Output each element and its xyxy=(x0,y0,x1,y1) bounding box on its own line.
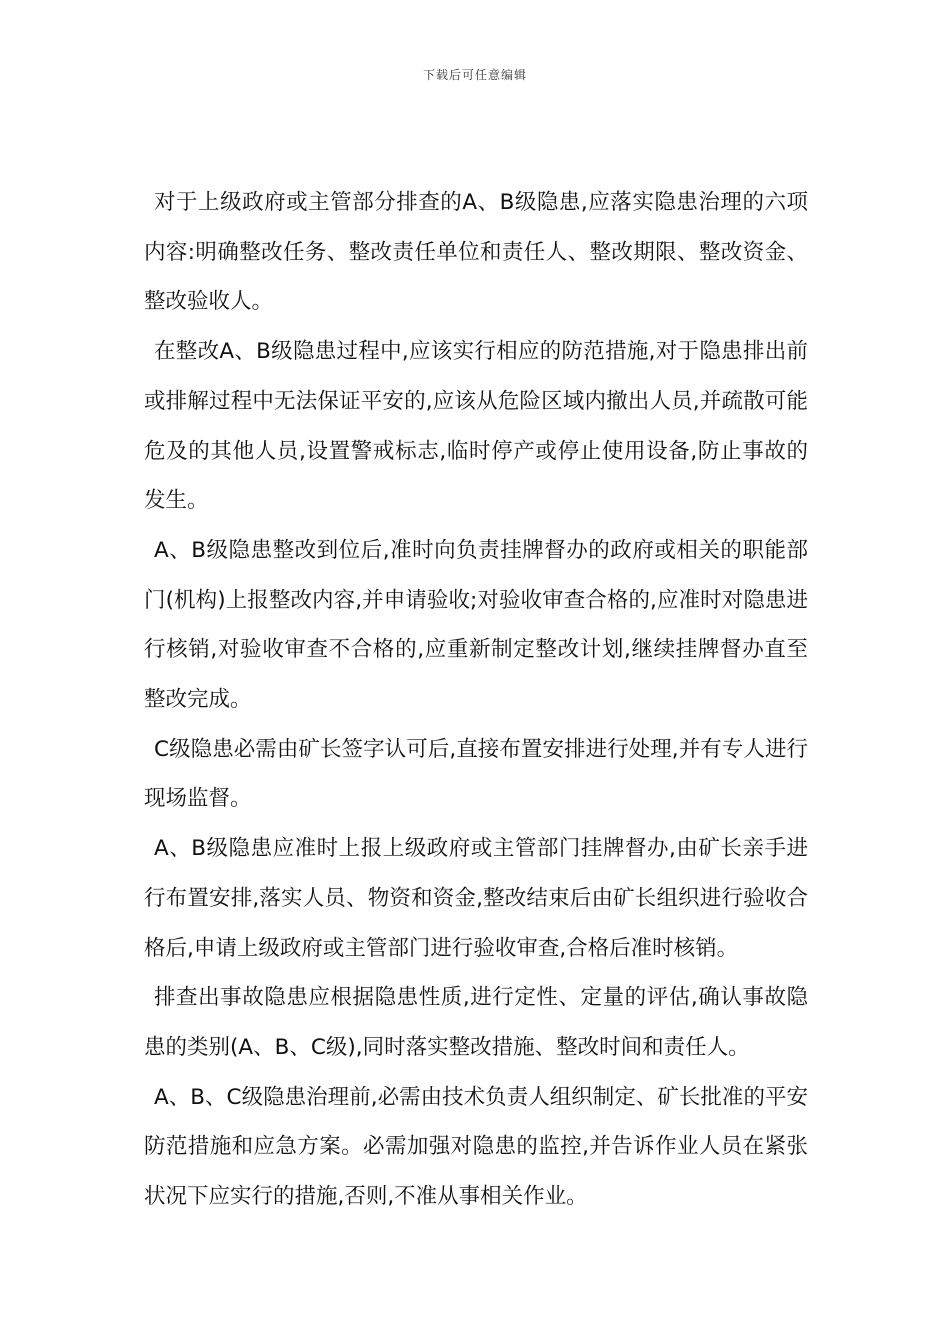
paragraph-1: 对于上级政府或主管部分排查的A、B级隐患,应落实隐患治理的六项内容:明确整改任务、整改责任单位和责任人、整改期限、整改资金、整改验收人。 xyxy=(144,190,808,315)
paragraph-7: A、B、C级隐患治理前,必需由技术负责人组织制定、矿长批准的平安防范措施和应急方案。必需加强对隐患的监控,并告诉作业人员在紧张状况下应实行的措施,否则,不准从事相关作业。 xyxy=(144,1084,808,1210)
paragraph-5: A、B级隐患应准时上报上级政府或主管部门挂牌督办,由矿长亲手进行布置安排,落实人员、物资和资金,整改结束后由矿长组织进行验收合格后,申请上级政府或主管部门进行验收审查,合格后准时核销。 xyxy=(144,836,808,961)
paragraph-2: 在整改A、B级隐患过程中,应该实行相应的防范措施,对于隐患排出前或排解过程中无法保证平安的,应该从危险区域内撤出人员,并疏散可能危及的其他人员,设置警戒标志,临时停产或停止使用设备,防止事故的发生。 xyxy=(144,339,808,514)
page-header: 下载后可任意编辑 xyxy=(422,68,527,82)
document-body xyxy=(144,178,808,1222)
paragraph-3: A、B级隐患整改到位后,准时向负责挂牌督办的政府或相关的职能部门(机构)上报整改内容,并申请验收;对验收审查合格的,应准时对隐患进行核销,对验收审查不合格的,应重新制定整改计划,继续挂牌督办直至整改完成。 xyxy=(144,537,808,713)
paragraph-4: C级隐患必需由矿长签字认可后,直接布置安排进行处理,并有专人进行现场监督。 xyxy=(144,736,808,812)
paragraph-6: 排查出事故隐患应根据隐患性质,进行定性、定量的评估,确认事故隐患的类别(A、B、C级),同时落实整改措施、整改时间和责任人。 xyxy=(144,985,808,1060)
